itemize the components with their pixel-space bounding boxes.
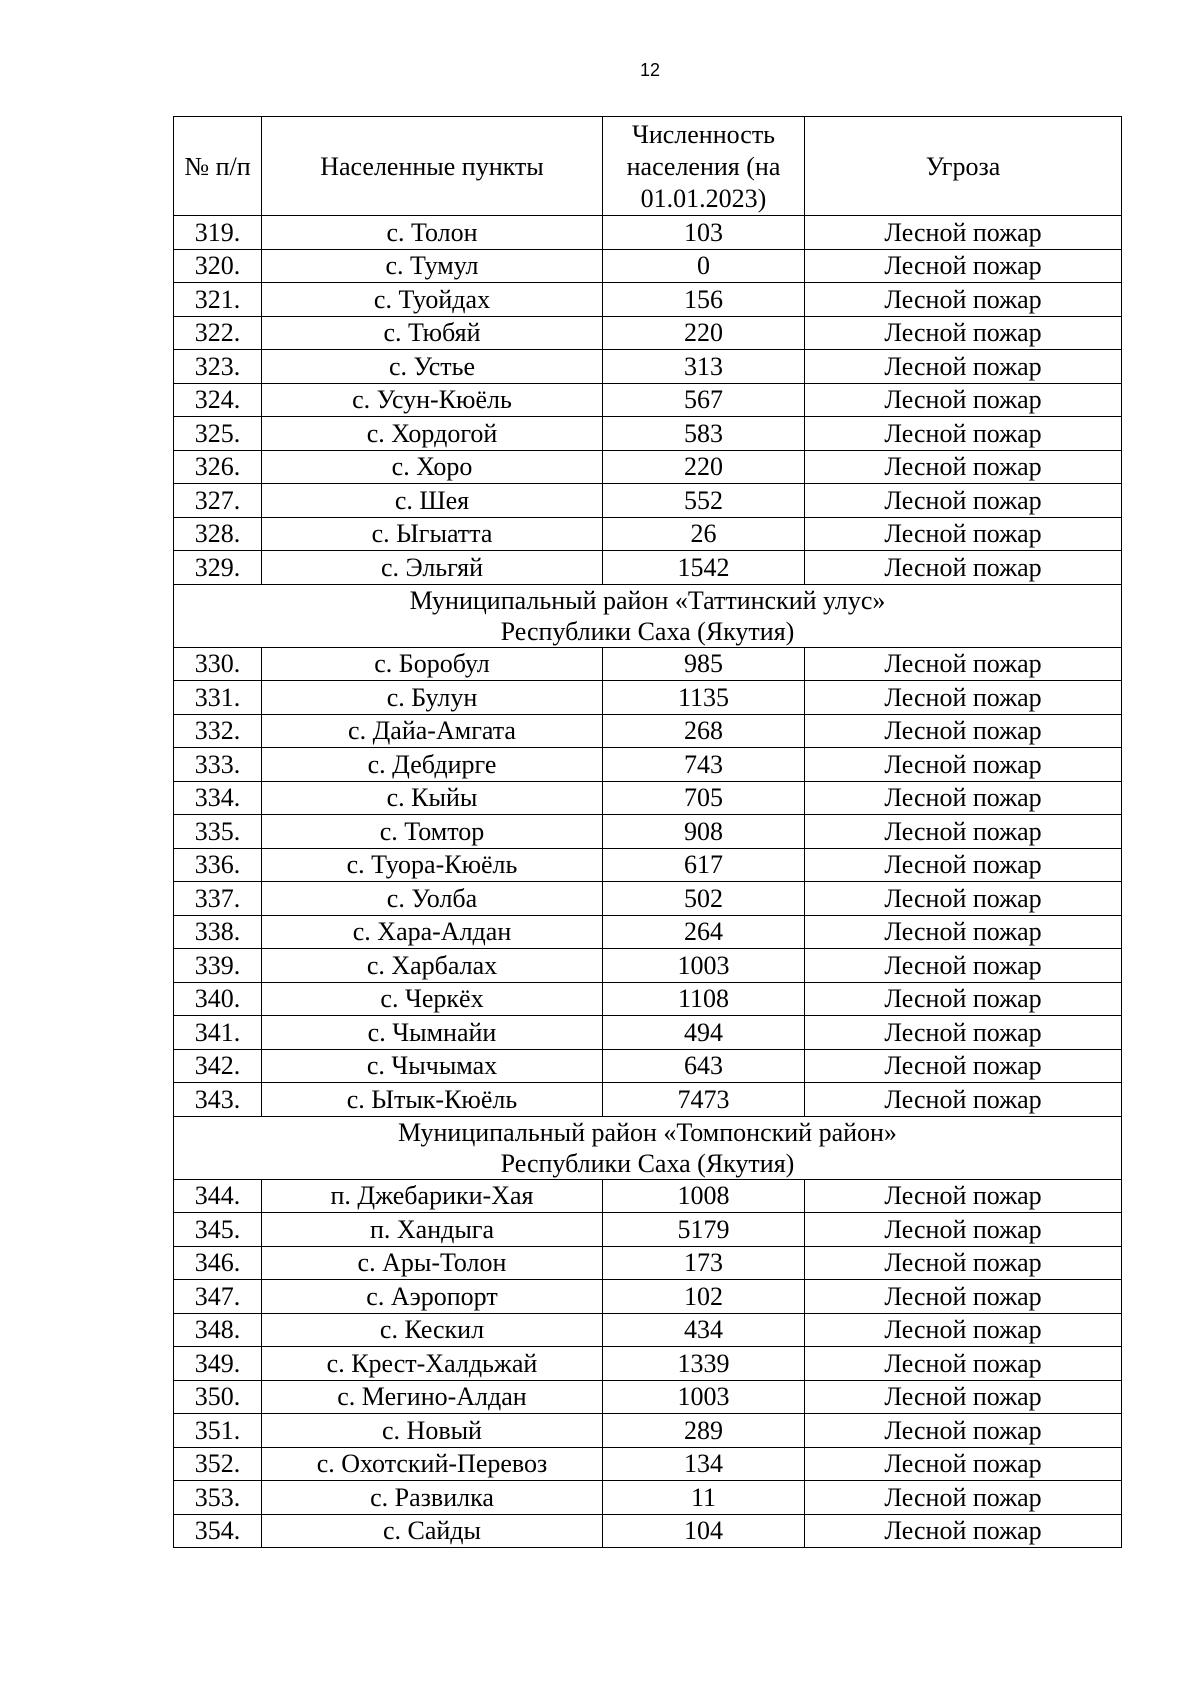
threat-cell: Лесной пожар [805,681,1122,715]
settlement-cell: с. Кескил [262,1313,603,1347]
settlement-cell: с. Шея [262,484,603,518]
population-cell: 26 [603,517,805,551]
population-cell: 0 [603,249,805,283]
settlement-cell: с. Ары-Толон [262,1246,603,1280]
table-row [174,283,1122,317]
table-row [174,714,1122,748]
row-number-cell: 330. [174,647,262,681]
row-number-cell: 329. [174,551,262,585]
population-cell: 743 [603,748,805,782]
table-row [174,949,1122,983]
population-cell: 220 [603,450,805,484]
row-number-cell: 339. [174,949,262,983]
settlement-cell: с. Черкёх [262,982,603,1016]
table-row [174,1347,1122,1381]
settlements-table [173,116,1122,1548]
section-title-line2: Республики Саха (Якутия) [500,616,795,646]
table-row [174,450,1122,484]
threat-cell: Лесной пожар [805,1313,1122,1347]
settlement-cell: с. Мегино-Алдан [262,1380,603,1414]
section-title-line1: Муниципальный район «Таттинский улус» [409,585,886,615]
table-row [174,350,1122,384]
settlement-cell: с. Булун [262,681,603,715]
row-number-cell: 323. [174,350,262,384]
table-row [174,517,1122,551]
settlement-cell: п. Джебарики-Хая [262,1179,603,1213]
section-header-row [174,584,1122,647]
table-row [174,551,1122,585]
threat-cell: Лесной пожар [805,383,1122,417]
table-row [174,1049,1122,1083]
settlement-cell: с. Толон [262,216,603,250]
section-title-line1: Муниципальный район «Томпонский район» [398,1117,897,1147]
table-row [174,1246,1122,1280]
row-number-cell: 350. [174,1380,262,1414]
header-row [174,117,1122,216]
settlement-cell: с. Тюбяй [262,316,603,350]
row-number-cell: 345. [174,1213,262,1247]
table-row [174,1313,1122,1347]
population-cell: 134 [603,1447,805,1481]
population-cell: 502 [603,882,805,916]
row-number-cell: 342. [174,1049,262,1083]
settlement-cell: с. Сайды [262,1514,603,1548]
row-number-cell: 351. [174,1414,262,1448]
threat-cell: Лесной пожар [805,815,1122,849]
threat-cell: Лесной пожар [805,517,1122,551]
population-cell: 1135 [603,681,805,715]
threat-cell: Лесной пожар [805,748,1122,782]
settlement-cell: с. Харбалах [262,949,603,983]
population-cell: 494 [603,1016,805,1050]
settlement-cell: с. Дебдирге [262,748,603,782]
population-cell: 156 [603,283,805,317]
population-cell: 268 [603,714,805,748]
threat-cell: Лесной пожар [805,1347,1122,1381]
population-cell: 1003 [603,949,805,983]
population-cell: 643 [603,1049,805,1083]
table-row [174,781,1122,815]
threat-cell: Лесной пожар [805,1049,1122,1083]
population-cell: 220 [603,316,805,350]
row-number-cell: 333. [174,748,262,782]
threat-cell: Лесной пожар [805,551,1122,585]
table-row [174,484,1122,518]
row-number-cell: 319. [174,216,262,250]
row-number-cell: 343. [174,1083,262,1117]
settlement-cell: с. Новый [262,1414,603,1448]
settlement-cell: с. Развилка [262,1481,603,1515]
section-header-row [174,1116,1122,1179]
threat-cell: Лесной пожар [805,1246,1122,1280]
table-row [174,316,1122,350]
threat-cell: Лесной пожар [805,647,1122,681]
population-cell: 7473 [603,1083,805,1117]
population-cell: 11 [603,1481,805,1515]
settlement-cell: с. Чычымах [262,1049,603,1083]
threat-cell: Лесной пожар [805,1447,1122,1481]
row-number-cell: 354. [174,1514,262,1548]
table-row [174,249,1122,283]
table-row [174,1481,1122,1515]
table-row [174,882,1122,916]
row-number-cell: 349. [174,1347,262,1381]
threat-cell: Лесной пожар [805,316,1122,350]
population-cell: 5179 [603,1213,805,1247]
settlement-cell: с. Аэропорт [262,1280,603,1314]
section-title [174,584,1122,647]
row-number-cell: 320. [174,249,262,283]
table-row [174,748,1122,782]
table-row [174,1514,1122,1548]
threat-cell: Лесной пожар [805,982,1122,1016]
row-number-cell: 326. [174,450,262,484]
settlement-cell: с. Дайа-Амгата [262,714,603,748]
settlement-cell: с. Усун-Кюёль [262,383,603,417]
threat-cell: Лесной пожар [805,1213,1122,1247]
settlement-cell: с. Хоро [262,450,603,484]
population-cell: 104 [603,1514,805,1548]
settlement-cell: с. Туойдах [262,283,603,317]
population-cell: 103 [603,216,805,250]
table-row [174,1016,1122,1050]
section-title [174,1116,1122,1179]
table-row [174,982,1122,1016]
settlement-cell: п. Хандыга [262,1213,603,1247]
row-number-cell: 324. [174,383,262,417]
threat-cell: Лесной пожар [805,1380,1122,1414]
threat-cell: Лесной пожар [805,1280,1122,1314]
threat-cell: Лесной пожар [805,216,1122,250]
threat-cell: Лесной пожар [805,450,1122,484]
population-cell: 908 [603,815,805,849]
table-row [174,383,1122,417]
table-row [174,915,1122,949]
row-number-cell: 341. [174,1016,262,1050]
table-row [174,1414,1122,1448]
population-cell: 617 [603,848,805,882]
header-settlement: Населенные пункты [262,117,603,216]
threat-cell: Лесной пожар [805,882,1122,916]
threat-cell: Лесной пожар [805,1179,1122,1213]
threat-cell: Лесной пожар [805,1016,1122,1050]
settlement-cell: с. Хара-Алдан [262,915,603,949]
threat-cell: Лесной пожар [805,1414,1122,1448]
settlement-cell: с. Охотский-Перевоз [262,1447,603,1481]
settlement-cell: с. Крест-Халдьжай [262,1347,603,1381]
row-number-cell: 328. [174,517,262,551]
table-row [174,1179,1122,1213]
table-body [174,216,1122,1548]
population-cell: 1003 [603,1380,805,1414]
row-number-cell: 321. [174,283,262,317]
settlement-cell: с. Устье [262,350,603,384]
row-number-cell: 322. [174,316,262,350]
population-cell: 434 [603,1313,805,1347]
population-cell: 1008 [603,1179,805,1213]
population-cell: 985 [603,647,805,681]
table-row [174,1083,1122,1117]
row-number-cell: 353. [174,1481,262,1515]
population-cell: 705 [603,781,805,815]
population-cell: 1339 [603,1347,805,1381]
threat-cell: Лесной пожар [805,249,1122,283]
table-row [174,647,1122,681]
header-population: Численность населения (на 01.01.2023) [603,117,805,216]
threat-cell: Лесной пожар [805,1481,1122,1515]
threat-cell: Лесной пожар [805,417,1122,451]
table-row [174,1213,1122,1247]
row-number-cell: 340. [174,982,262,1016]
threat-cell: Лесной пожар [805,1083,1122,1117]
row-number-cell: 352. [174,1447,262,1481]
population-cell: 289 [603,1414,805,1448]
row-number-cell: 348. [174,1313,262,1347]
row-number-cell: 327. [174,484,262,518]
row-number-cell: 346. [174,1246,262,1280]
threat-cell: Лесной пожар [805,949,1122,983]
threat-cell: Лесной пожар [805,915,1122,949]
table-row [174,1280,1122,1314]
population-cell: 552 [603,484,805,518]
row-number-cell: 347. [174,1280,262,1314]
population-cell: 567 [603,383,805,417]
row-number-cell: 325. [174,417,262,451]
section-title-line2: Республики Саха (Якутия) [500,1148,795,1178]
settlement-cell: с. Туора-Кюёль [262,848,603,882]
settlement-cell: с. Кыйы [262,781,603,815]
settlement-cell: с. Тумул [262,249,603,283]
threat-cell: Лесной пожар [805,781,1122,815]
threat-cell: Лесной пожар [805,350,1122,384]
settlement-cell: с. Томтор [262,815,603,849]
threat-cell: Лесной пожар [805,1514,1122,1548]
settlement-cell: с. Ыгыатта [262,517,603,551]
row-number-cell: 332. [174,714,262,748]
row-number-cell: 334. [174,781,262,815]
table-row [174,1447,1122,1481]
settlement-cell: с. Уолба [262,882,603,916]
page-number: 12 [639,60,661,80]
population-cell: 1542 [603,551,805,585]
population-cell: 173 [603,1246,805,1280]
row-number-cell: 338. [174,915,262,949]
population-cell: 102 [603,1280,805,1314]
threat-cell: Лесной пожар [805,283,1122,317]
threat-cell: Лесной пожар [805,484,1122,518]
row-number-cell: 335. [174,815,262,849]
table-row [174,848,1122,882]
settlement-cell: с. Хордогой [262,417,603,451]
row-number-cell: 344. [174,1179,262,1213]
table-row [174,417,1122,451]
row-number-cell: 337. [174,882,262,916]
population-cell: 313 [603,350,805,384]
population-cell: 583 [603,417,805,451]
table-header [174,117,1122,216]
header-num: № п/п [174,117,262,216]
header-threat: Угроза [805,117,1122,216]
table-row [174,815,1122,849]
table-row [174,1380,1122,1414]
settlement-cell: с. Боробул [262,647,603,681]
table-row [174,216,1122,250]
threat-cell: Лесной пожар [805,848,1122,882]
settlement-cell: с. Чымнайи [262,1016,603,1050]
population-cell: 1108 [603,982,805,1016]
settlement-cell: с. Ытык-Кюёль [262,1083,603,1117]
row-number-cell: 331. [174,681,262,715]
population-cell: 264 [603,915,805,949]
table-row [174,681,1122,715]
threat-cell: Лесной пожар [805,714,1122,748]
row-number-cell: 336. [174,848,262,882]
settlement-cell: с. Эльгяй [262,551,603,585]
